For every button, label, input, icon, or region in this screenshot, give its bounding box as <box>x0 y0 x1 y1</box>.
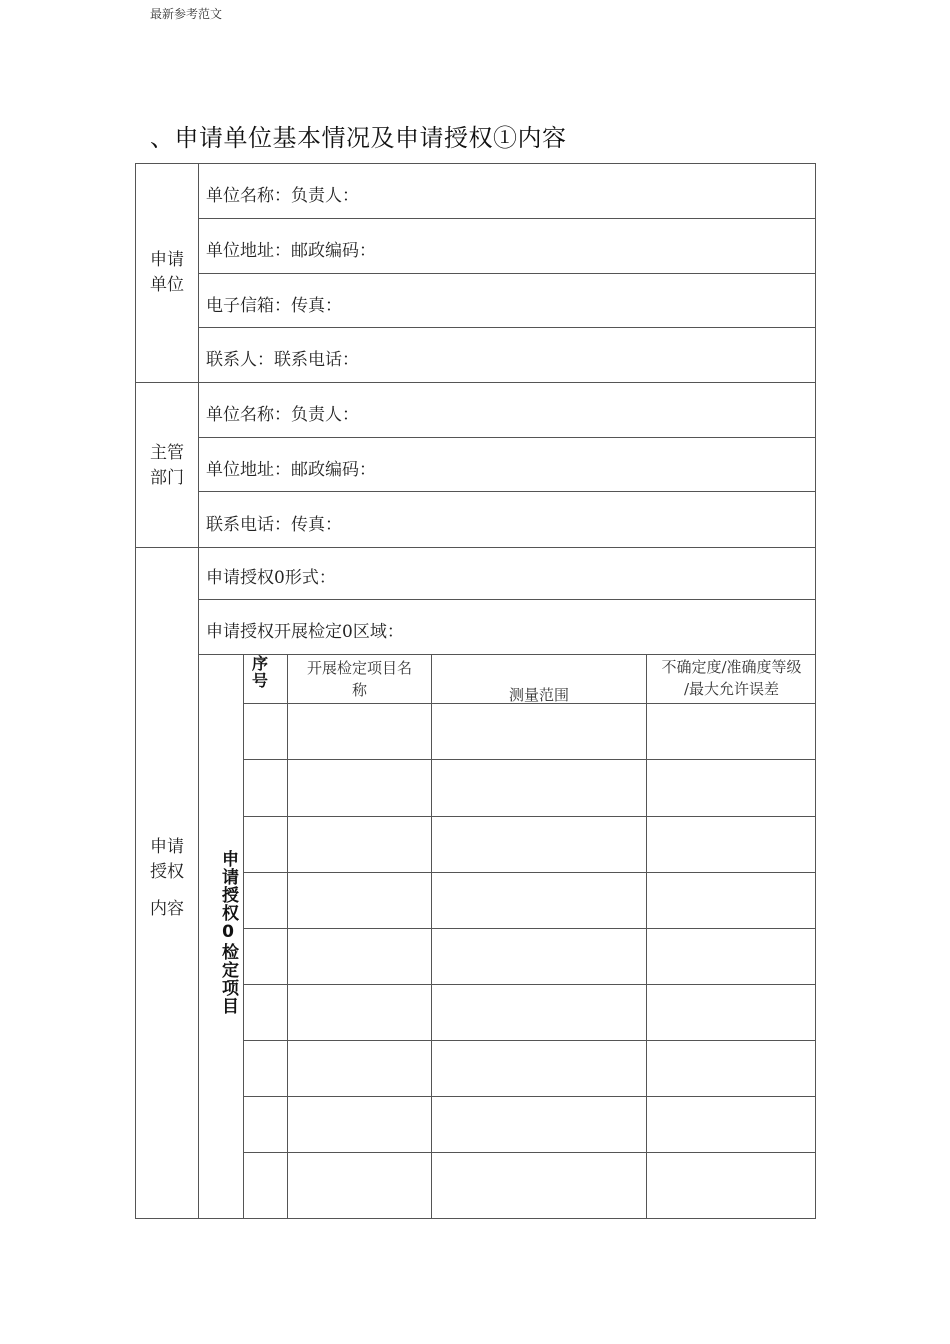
items-vertical-label: 申请授权0检定项目 <box>218 850 238 1015</box>
item-name-column-header: 开展检定项目名 称 <box>306 659 412 699</box>
uncertainty-cell[interactable] <box>647 817 816 872</box>
seq-cell[interactable] <box>244 929 287 984</box>
applicant-name-field[interactable]: 单位名称：负责人： <box>206 186 359 206</box>
seq-cell[interactable] <box>244 1153 287 1218</box>
seq-cell[interactable] <box>244 1041 287 1096</box>
applicant-email-field[interactable]: 电子信箱：传真： <box>206 296 342 316</box>
label-column-divider <box>198 163 199 1219</box>
seq-cell[interactable] <box>244 817 287 872</box>
supervisor-label: 主管 部门 <box>150 443 184 488</box>
uncertainty-cell[interactable] <box>647 760 816 816</box>
seq-cell[interactable] <box>244 873 287 928</box>
item-name-cell[interactable] <box>288 1153 431 1218</box>
range-cell[interactable] <box>432 1153 646 1218</box>
uncertainty-cell[interactable] <box>647 704 816 759</box>
authorization-region-field[interactable]: 申请授权开展检定0区域： <box>206 622 404 642</box>
item-name-cell[interactable] <box>288 873 431 928</box>
seq-cell[interactable] <box>244 1097 287 1152</box>
range-cell[interactable] <box>432 985 646 1040</box>
seq-cell[interactable] <box>244 760 287 816</box>
item-name-cell[interactable] <box>288 929 431 984</box>
supervisor-address-field[interactable]: 单位地址：邮政编码： <box>206 460 376 480</box>
item-name-cell[interactable] <box>288 1041 431 1096</box>
section-divider-2 <box>135 547 816 548</box>
uncertainty-cell[interactable] <box>647 1041 816 1096</box>
applicant-label: 申请 单位 <box>150 250 184 295</box>
item-name-cell[interactable] <box>288 985 431 1040</box>
supervisor-contact-field[interactable]: 联系电话：传真： <box>206 515 342 535</box>
range-cell[interactable] <box>432 817 646 872</box>
uncertainty-cell[interactable] <box>647 1097 816 1152</box>
applicant-contact-field[interactable]: 联系人：联系电话： <box>206 350 359 370</box>
document-title: 、申请单位基本情况及申请授权①内容 <box>150 124 567 152</box>
uncertainty-cell[interactable] <box>647 929 816 984</box>
item-name-cell[interactable] <box>288 1097 431 1152</box>
uncertainty-cell[interactable] <box>647 873 816 928</box>
header-note: 最新参考范文 <box>150 7 223 21</box>
seq-column-header: 序号 <box>251 654 268 690</box>
item-name-cell[interactable] <box>288 817 431 872</box>
item-name-cell[interactable] <box>288 704 431 759</box>
item-name-cell[interactable] <box>288 760 431 816</box>
supervisor-name-field[interactable]: 单位名称：负责人： <box>206 405 359 425</box>
range-cell[interactable] <box>432 1041 646 1096</box>
range-column-header: 测量范围 <box>508 686 569 704</box>
applicant-address-field[interactable]: 单位地址：邮政编码： <box>206 241 376 261</box>
range-cell[interactable] <box>432 760 646 816</box>
range-cell[interactable] <box>432 704 646 759</box>
authorization-form-field[interactable]: 申请授权0形式： <box>206 568 336 588</box>
uncertainty-column-header: 不确定度/准确度等级 /最大允许误差 <box>661 658 802 698</box>
range-cell[interactable] <box>432 929 646 984</box>
seq-cell[interactable] <box>244 985 287 1040</box>
section-divider-1 <box>135 382 816 383</box>
authorization-label: 申请 授权 内容 <box>150 837 184 919</box>
range-cell[interactable] <box>432 873 646 928</box>
uncertainty-cell[interactable] <box>647 1153 816 1218</box>
uncertainty-cell[interactable] <box>647 985 816 1040</box>
range-cell[interactable] <box>432 1097 646 1152</box>
seq-cell[interactable] <box>244 704 287 759</box>
